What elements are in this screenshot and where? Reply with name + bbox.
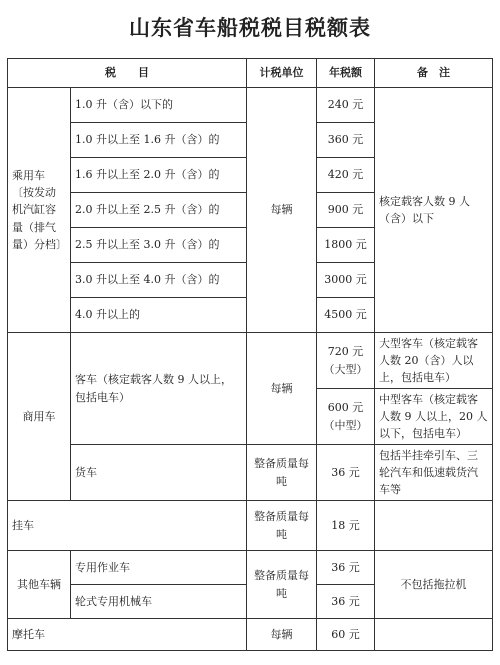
bus-medium-rate: 600 元（中型） [317, 389, 375, 445]
header-unit: 计税单位 [247, 59, 317, 88]
passenger-row-rate: 240 元 [317, 88, 375, 123]
passenger-row-rate: 420 元 [317, 158, 375, 193]
trailer-rate: 18 元 [317, 501, 375, 551]
tax-rate-table [7, 58, 493, 651]
passenger-row-label: 1.0 升以上至 1.6 升（含）的 [71, 123, 247, 158]
header-item: 税 目 [8, 59, 247, 88]
trailer-unit: 整备质量每吨 [247, 501, 317, 551]
header-note: 备 注 [375, 59, 493, 88]
bus-large-rate: 720 元（大型） [317, 333, 375, 389]
other-note: 不包括拖拉机 [375, 551, 493, 619]
table-header-row [8, 59, 493, 88]
trailer-note [375, 501, 493, 551]
motorcycle-note [375, 619, 493, 651]
header-rate: 年税额 [317, 59, 375, 88]
truck-rate: 36 元 [317, 445, 375, 501]
passenger-row-label: 3.0 升以上至 4.0 升（含）的 [71, 263, 247, 298]
table-row [8, 501, 493, 551]
page-title: 山东省车船税税目税额表 [129, 15, 371, 40]
commercial-category: 商用车 [8, 333, 71, 501]
table-row [8, 333, 493, 389]
passenger-note: 核定载客人数 9 人（含）以下 [375, 88, 493, 333]
passenger-row-rate: 360 元 [317, 123, 375, 158]
trailer-label: 挂车 [8, 501, 247, 551]
bus-unit: 每辆 [247, 333, 317, 445]
other-row-label: 轮式专用机械车 [71, 585, 247, 619]
truck-label: 货车 [71, 445, 247, 501]
truck-note: 包括半挂牵引车、三轮汽车和低速载货汽车等 [375, 445, 493, 501]
other-row-label: 专用作业车 [71, 551, 247, 585]
passenger-row-label: 4.0 升以上的 [71, 298, 247, 333]
truck-unit: 整备质量每吨 [247, 445, 317, 501]
passenger-row-label: 1.0 升（含）以下的 [71, 88, 247, 123]
motorcycle-unit: 每辆 [247, 619, 317, 651]
passenger-row-rate: 900 元 [317, 193, 375, 228]
motorcycle-label: 摩托车 [8, 619, 247, 651]
passenger-unit: 每辆 [247, 88, 317, 333]
passenger-row-rate: 4500 元 [317, 298, 375, 333]
passenger-row-label: 2.0 升以上至 2.5 升（含）的 [71, 193, 247, 228]
other-row-rate: 36 元 [317, 585, 375, 619]
passenger-row-label: 1.6 升以上至 2.0 升（含）的 [71, 158, 247, 193]
table-row [8, 551, 493, 585]
other-category: 其他车辆 [8, 551, 71, 619]
table-row [8, 619, 493, 651]
table-row [8, 445, 493, 501]
passenger-category: 乘用车〔按发动机汽缸容量（排气量）分档〕 [8, 88, 71, 333]
table-row [8, 88, 493, 123]
bus-large-note: 大型客车（核定载客人数 20（含）人以上，包括电车） [375, 333, 493, 389]
motorcycle-rate: 60 元 [317, 619, 375, 651]
bus-medium-note: 中型客车（核定载客人数 9 人以上，20 人以下，包括电车） [375, 389, 493, 445]
other-row-rate: 36 元 [317, 551, 375, 585]
passenger-row-label: 2.5 升以上至 3.0 升（含）的 [71, 228, 247, 263]
other-unit: 整备质量每吨 [247, 551, 317, 619]
passenger-row-rate: 3000 元 [317, 263, 375, 298]
passenger-row-rate: 1800 元 [317, 228, 375, 263]
bus-label: 客车（核定载客人数 9 人以上，包括电车） [71, 333, 247, 445]
